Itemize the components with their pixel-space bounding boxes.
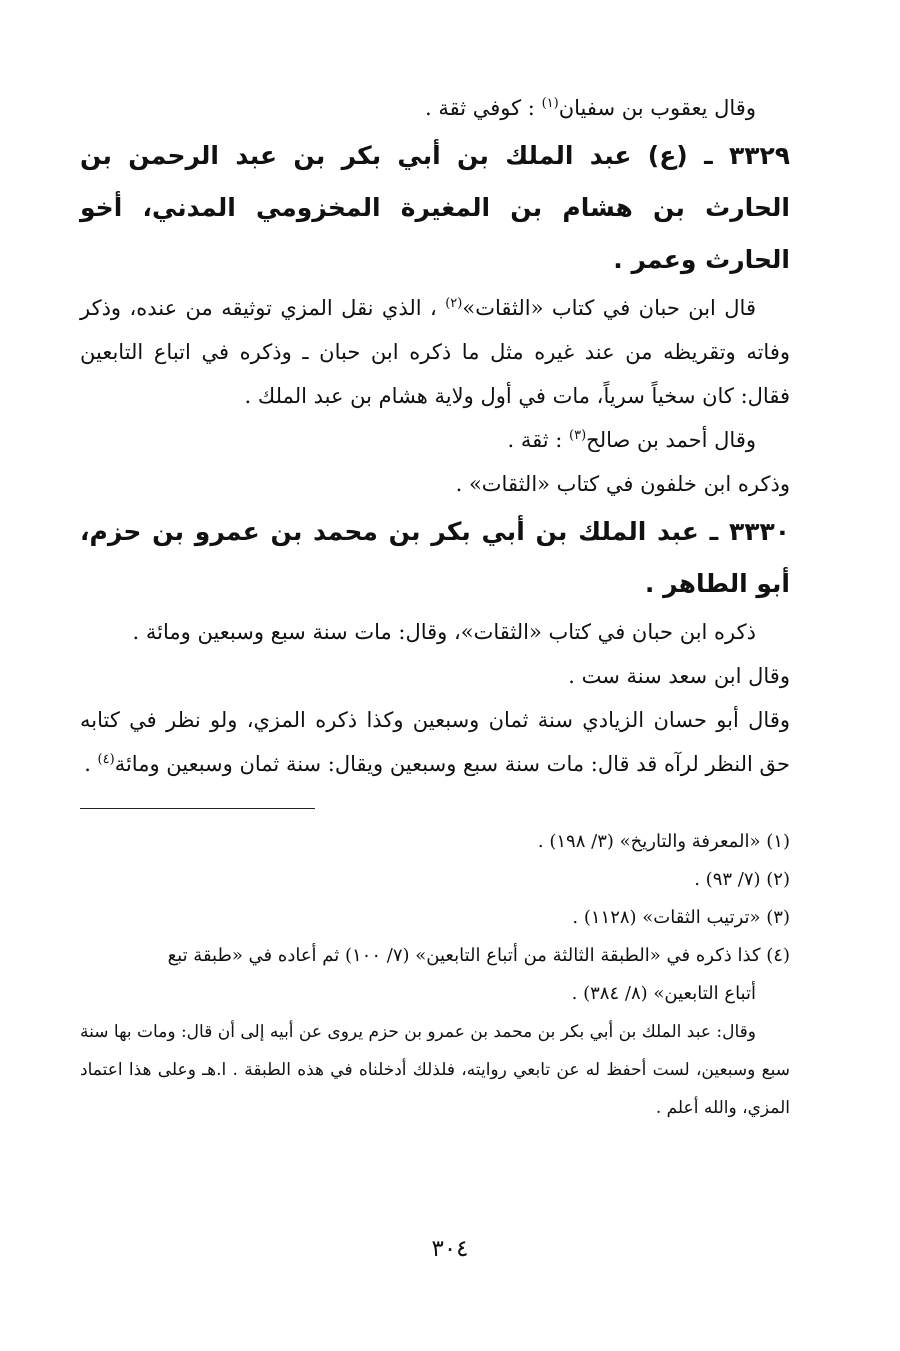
paragraph-text: قال ابن حبان في كتاب «الثقات»	[462, 296, 756, 320]
paragraph-text: وقال أحمد بن صالح	[586, 428, 756, 452]
footnote-ref-1[interactable]: (١)	[541, 96, 559, 111]
paragraph-text-after: : ثقة .	[507, 428, 569, 452]
entry-3329-paragraph-2	[80, 418, 790, 462]
intro-text: وقال يعقوب بن سفيان	[558, 96, 756, 120]
footnote-4-continued: أتباع التابعين» (٨/ ٣٨٤) .	[571, 983, 756, 1004]
entry-heading-text: (ع) عبد الملك بن أبي بكر بن عبد الرحمن بن الحارث بن هشام بن المغيرة المخزومي المدني، أخو الحارث وعمر .	[80, 141, 790, 274]
footnote-3: (٣) «ترتيب الثقات» (١١٢٨) .	[572, 907, 790, 928]
paragraph-text: وقال أبو حسان الزيادي سنة ثمان وسبعين وكذا ذكره المزي، ولو نظر في كتابه حق النظر لرآه قد قال: مات سنة سبع وسبعين ويقال: سنة ثمان وسبعين ومائة	[80, 708, 790, 776]
paragraph-text-after: ، الذي نقل المزي توثيقه من عنده، وذكر وفاته وتقريظه من عند غيره مثل ما ذكره ابن حبان ـ وذكره في اتباع التابعين فقال: كان سخياً سرياً، مات في أول ولاية هشام بن عبد الملك .	[80, 296, 790, 408]
entry-3330-paragraph-3	[80, 698, 790, 786]
page-number: ٣٠٤	[431, 1236, 469, 1262]
footnote-divider	[80, 808, 315, 809]
footnote-ref-3[interactable]: (٣)	[569, 428, 587, 443]
entry-3329-heading	[80, 130, 790, 286]
intro-text-after: : كوفي ثقة .	[424, 96, 542, 120]
paragraph-text-after: .	[84, 752, 98, 776]
entry-3329-paragraph-3: وذكره ابن خلفون في كتاب «الثقات» .	[455, 472, 790, 496]
entry-number: ٣٣٢٩ ـ	[704, 141, 791, 170]
intro-line	[80, 86, 790, 130]
entry-3330-paragraph-2: وقال ابن سعد سنة ست .	[568, 664, 790, 688]
entry-number: ٣٣٣٠ ـ	[709, 517, 790, 546]
footnote-4-note: وقال: عبد الملك بن أبي بكر بن محمد بن عمرو بن حزم يروى عن أبيه إلى أن قال: ومات بها سنة سبع وسبعين، لست أحفظ له عن تابعي روايته، فلذلك أدخلناه في هذه الطبقة . ا.هـ وعلى هذا اعتماد المزي، والله أعلم .	[80, 1022, 790, 1118]
footnote-2: (٢) (٧/ ٩٣) .	[694, 869, 790, 890]
footnote-1: (١) «المعرفة والتاريخ» (٣/ ١٩٨) .	[537, 831, 790, 852]
footnote-ref-2[interactable]: (٢)	[445, 296, 463, 311]
entry-heading-text: عبد الملك بن أبي بكر بن محمد بن عمرو بن حزم، أبو الطاهر .	[80, 517, 790, 598]
entry-3330-heading	[80, 506, 790, 610]
footnote-ref-4[interactable]: (٤)	[97, 752, 115, 767]
page-body	[80, 86, 790, 1127]
footnote-4: (٤) كذا ذكره في «الطبقة الثالثة من أتباع التابعين» (٧/ ١٠٠) ثم أعاده في «طبقة تبع	[167, 945, 790, 966]
entry-3329-paragraph-1	[80, 286, 790, 418]
entry-3330-paragraph-1: ذكره ابن حبان في كتاب «الثقات»، وقال: مات سنة سبع وسبعين ومائة .	[132, 620, 756, 644]
